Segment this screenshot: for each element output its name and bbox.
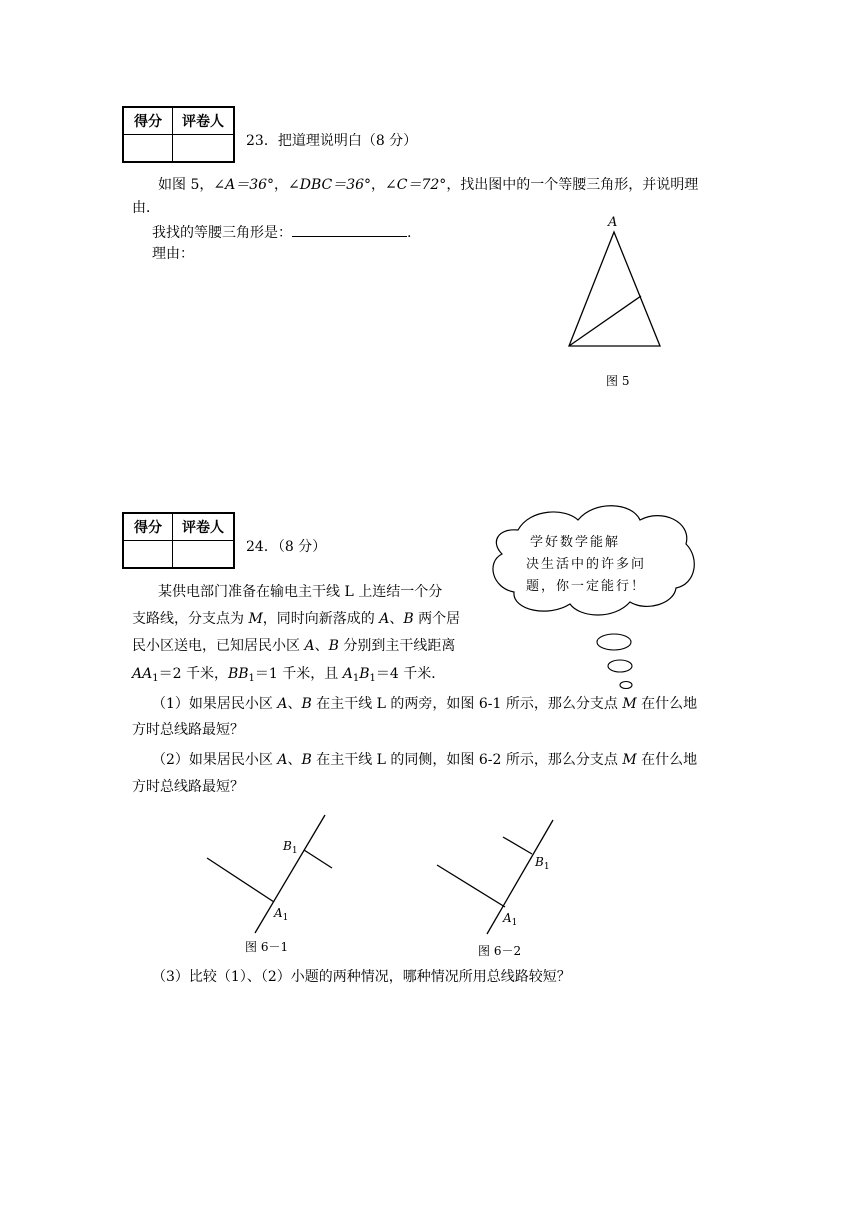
grader-cell bbox=[173, 135, 235, 163]
figure-6-2 bbox=[425, 812, 570, 942]
cloud-line-1: 学好数学能解 bbox=[530, 535, 621, 550]
segment-aa1 bbox=[437, 865, 505, 907]
cloud-line-2: 决生活中的许多问 bbox=[526, 557, 647, 572]
answer-blank[interactable] bbox=[292, 222, 407, 237]
angle-dbc: ∠DBC＝36° bbox=[288, 177, 372, 193]
reason-label: 理由： bbox=[152, 246, 194, 262]
grader-header: 评卷人 bbox=[173, 513, 235, 541]
q24-title: 24．（8 分） bbox=[246, 539, 327, 555]
segment-bb1 bbox=[503, 837, 532, 854]
cloud-text bbox=[528, 532, 646, 598]
label-a1: $A_1$ bbox=[274, 906, 289, 923]
q24-para-line-1: 某供电部门准备在输电主干线 L 上连结一个分 bbox=[158, 584, 443, 600]
thought-bubble-medium bbox=[608, 660, 632, 672]
fig6-1-caption: 图 6－1 bbox=[245, 940, 289, 954]
q24-part1-cont: 方时总线路最短？ bbox=[132, 722, 244, 738]
q24-para-line-3: 民小区送电，已知居民小区 A、B 分别到主干线距离 bbox=[132, 638, 456, 654]
segment-bd bbox=[569, 296, 641, 346]
segment-aa1 bbox=[207, 858, 274, 902]
fig6-2-caption: 图 6－2 bbox=[478, 944, 522, 958]
label-a1: $A_1$ bbox=[503, 911, 518, 928]
vertex-a-label: A bbox=[608, 215, 618, 230]
q23-intro: 如图 5，∠A＝36°，∠DBC＝36°，∠C＝72°，找出图中的一个等腰三角形，并说明理 bbox=[158, 177, 699, 193]
score-cell bbox=[123, 541, 173, 569]
triangle-abc bbox=[569, 232, 660, 346]
q24-para-line-2: 支路线，分支点为 M，同时向新落成的 A、B 两个居 bbox=[132, 611, 461, 627]
main-line-l bbox=[255, 815, 325, 933]
q24-para-line-4: $AA_1=2$ 千米，$BB_1=1$ 千米，且 $A_1B_1=4$ 千米． bbox=[132, 666, 446, 684]
q23-intro-cont: 由． bbox=[132, 200, 160, 216]
main-line-l bbox=[487, 820, 553, 934]
angle-c: ∠C＝72° bbox=[385, 177, 447, 193]
label-b1: $B_1$ bbox=[535, 855, 550, 872]
figure-5-triangle bbox=[560, 210, 670, 355]
grader-cell bbox=[173, 541, 235, 569]
q24-part2-cont: 方时总线路最短？ bbox=[132, 779, 244, 795]
q23-answer-line: 我找的等腰三角形是： . bbox=[152, 222, 411, 243]
answer-label: 我找的等腰三角形是： bbox=[152, 225, 292, 241]
score-table-q23 bbox=[122, 106, 235, 163]
label-b1: $B_1$ bbox=[283, 839, 298, 856]
q24-part2: （2）如果居民小区 A、B 在主干线 L 的同侧，如图 6-2 所示，那么分支点 M 在什么地 bbox=[152, 752, 698, 768]
q23-title: 23．把道理说明白（8 分） bbox=[246, 133, 418, 149]
cloud-line-3: 题，你一定能行！ bbox=[526, 579, 647, 594]
score-header: 得分 bbox=[123, 513, 173, 541]
q24-part1: （1）如果居民小区 A、B 在主干线 L 的两旁，如图 6-1 所示，那么分支点 M 在什么地 bbox=[152, 696, 698, 712]
fig5-caption: 图 5 bbox=[606, 374, 630, 388]
angle-a: ∠A＝36° bbox=[213, 177, 275, 193]
score-cell bbox=[123, 135, 173, 163]
thought-bubble-large bbox=[597, 634, 631, 650]
score-table-q24 bbox=[122, 512, 235, 569]
q24-part3: （3）比较（1）、（2）小题的两种情况，哪种情况所用总线路较短？ bbox=[152, 969, 571, 985]
grader-header: 评卷人 bbox=[173, 107, 235, 135]
figure-6-1 bbox=[195, 805, 345, 940]
thought-bubble-small bbox=[620, 682, 632, 689]
score-header: 得分 bbox=[123, 107, 173, 135]
segment-bb1 bbox=[304, 850, 332, 868]
